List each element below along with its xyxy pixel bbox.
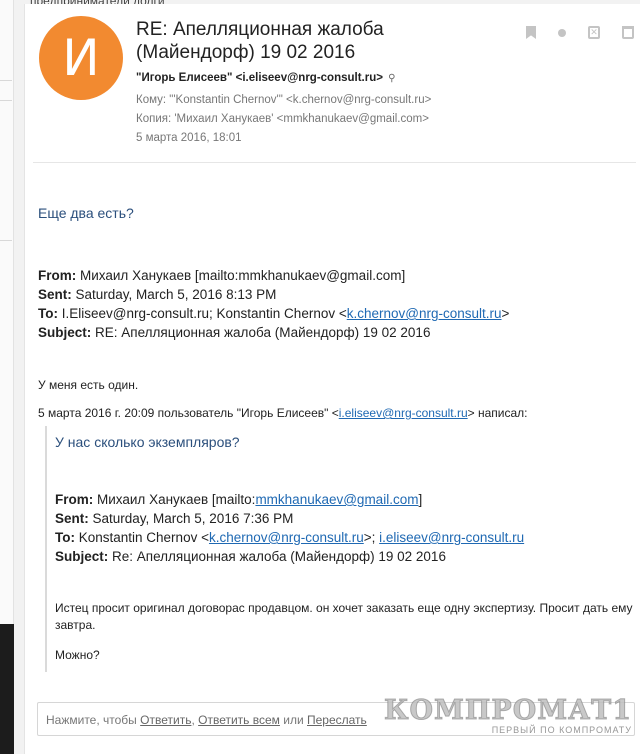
sidebar-divider bbox=[0, 80, 12, 81]
message-panel bbox=[24, 4, 640, 754]
reply-all-link[interactable]: Ответить всем bbox=[198, 713, 280, 727]
sidebar-divider bbox=[0, 100, 12, 101]
value: Михаил Ханукаев [mailto:mmkhanukaev@gmail.com] bbox=[76, 268, 406, 283]
value: Konstantin Chernov < bbox=[75, 530, 209, 545]
value: >; bbox=[363, 530, 380, 545]
search-icon[interactable]: ⚲ bbox=[388, 73, 396, 84]
value: RE: Апелляционная жалоба (Майендорф) 19 02 2016 bbox=[91, 325, 431, 340]
calendar-icon[interactable]: ✕ bbox=[588, 26, 600, 39]
email-link[interactable]: k.chernov@nrg-consult.ru bbox=[208, 530, 364, 545]
label: Sent: bbox=[55, 511, 89, 526]
cc-line: Копия: 'Михаил Ханукаев' <mmkhanukaev@gmail.com> bbox=[136, 113, 429, 125]
quoted-question: У нас сколько экземпляров? bbox=[55, 434, 240, 450]
value: ] bbox=[418, 492, 423, 507]
value: > bbox=[501, 306, 510, 321]
label: To: bbox=[55, 530, 75, 545]
greeting-text: Еще два есть? bbox=[38, 205, 134, 221]
value: I.Eliseev@nrg-consult.ru; Konstantin Chernov < bbox=[58, 306, 347, 321]
value: Re: Апелляционная жалоба (Майендорф) 19 02 2016 bbox=[108, 549, 446, 564]
quoted-body: Истец просит оригинал договорас продавцом. он хочет заказать еще одну экспертизу. Просит дать ему завтра. bbox=[55, 601, 633, 632]
separator: или bbox=[279, 713, 307, 727]
value: Михаил Ханукаев [mailto: bbox=[93, 492, 256, 507]
value: Saturday, March 5, 2016 7:36 PM bbox=[88, 511, 294, 526]
watermark-text: КОМПРОМАТ1 bbox=[383, 695, 632, 726]
trash-icon[interactable] bbox=[622, 26, 634, 39]
reply-prefix: Нажмите, чтобы bbox=[46, 713, 141, 727]
header-divider bbox=[33, 162, 636, 163]
reply-prompt[interactable] bbox=[46, 713, 367, 727]
value: > написал: bbox=[467, 406, 528, 420]
body-line: У меня есть один. bbox=[38, 378, 139, 392]
message-actions bbox=[526, 26, 634, 39]
separator: , bbox=[191, 713, 199, 727]
label: Subject: bbox=[38, 325, 92, 340]
quoted-question-2: Можно? bbox=[55, 648, 100, 662]
dark-panel bbox=[0, 624, 14, 754]
forward-link[interactable]: Переслать bbox=[307, 713, 367, 727]
left-sidebar-strip bbox=[0, 0, 14, 754]
forwarded-header bbox=[38, 266, 509, 342]
reply-link[interactable]: Ответить bbox=[140, 713, 192, 727]
email-link[interactable]: i.eliseev@nrg-consult.ru bbox=[379, 530, 525, 545]
sender-text[interactable]: "Игорь Елисеев" <i.eliseev@nrg-consult.ru> bbox=[136, 72, 383, 84]
quoted-message bbox=[45, 426, 635, 672]
label: Sent: bbox=[38, 287, 72, 302]
label: To: bbox=[38, 306, 58, 321]
watermark-subtitle: ПЕРВЫЙ ПО КОМПРОМАТУ bbox=[491, 725, 632, 735]
email-link[interactable]: i.eliseev@nrg-consult.ru bbox=[338, 406, 468, 420]
message-subject: RE: Апелляционная жалоба (Майендорф) 19 02 2016 bbox=[136, 19, 384, 63]
recipient-line: Кому: "'Konstantin Chernov'" <k.chernov@nrg-consult.ru> bbox=[136, 94, 432, 106]
quote-intro bbox=[38, 406, 528, 420]
sender[interactable] bbox=[136, 72, 396, 84]
value: Saturday, March 5, 2016 8:13 PM bbox=[71, 287, 277, 302]
bookmark-icon[interactable] bbox=[526, 26, 536, 39]
sidebar-divider bbox=[0, 240, 12, 241]
quoted-header bbox=[55, 490, 524, 566]
email-link[interactable]: mmkhanukaev@gmail.com bbox=[255, 492, 419, 507]
message-date: 5 марта 2016, 18:01 bbox=[136, 132, 242, 144]
value: 5 марта 2016 г. 20:09 пользователь "Игорь Елисеев" < bbox=[38, 406, 339, 420]
label: From: bbox=[55, 492, 94, 507]
dot-icon[interactable] bbox=[558, 29, 566, 37]
label: Subject: bbox=[55, 549, 109, 564]
label: From: bbox=[38, 268, 77, 283]
email-link[interactable]: k.chernov@nrg-consult.ru bbox=[346, 306, 502, 321]
watermark-logo bbox=[384, 697, 632, 735]
avatar[interactable]: И bbox=[39, 16, 123, 100]
